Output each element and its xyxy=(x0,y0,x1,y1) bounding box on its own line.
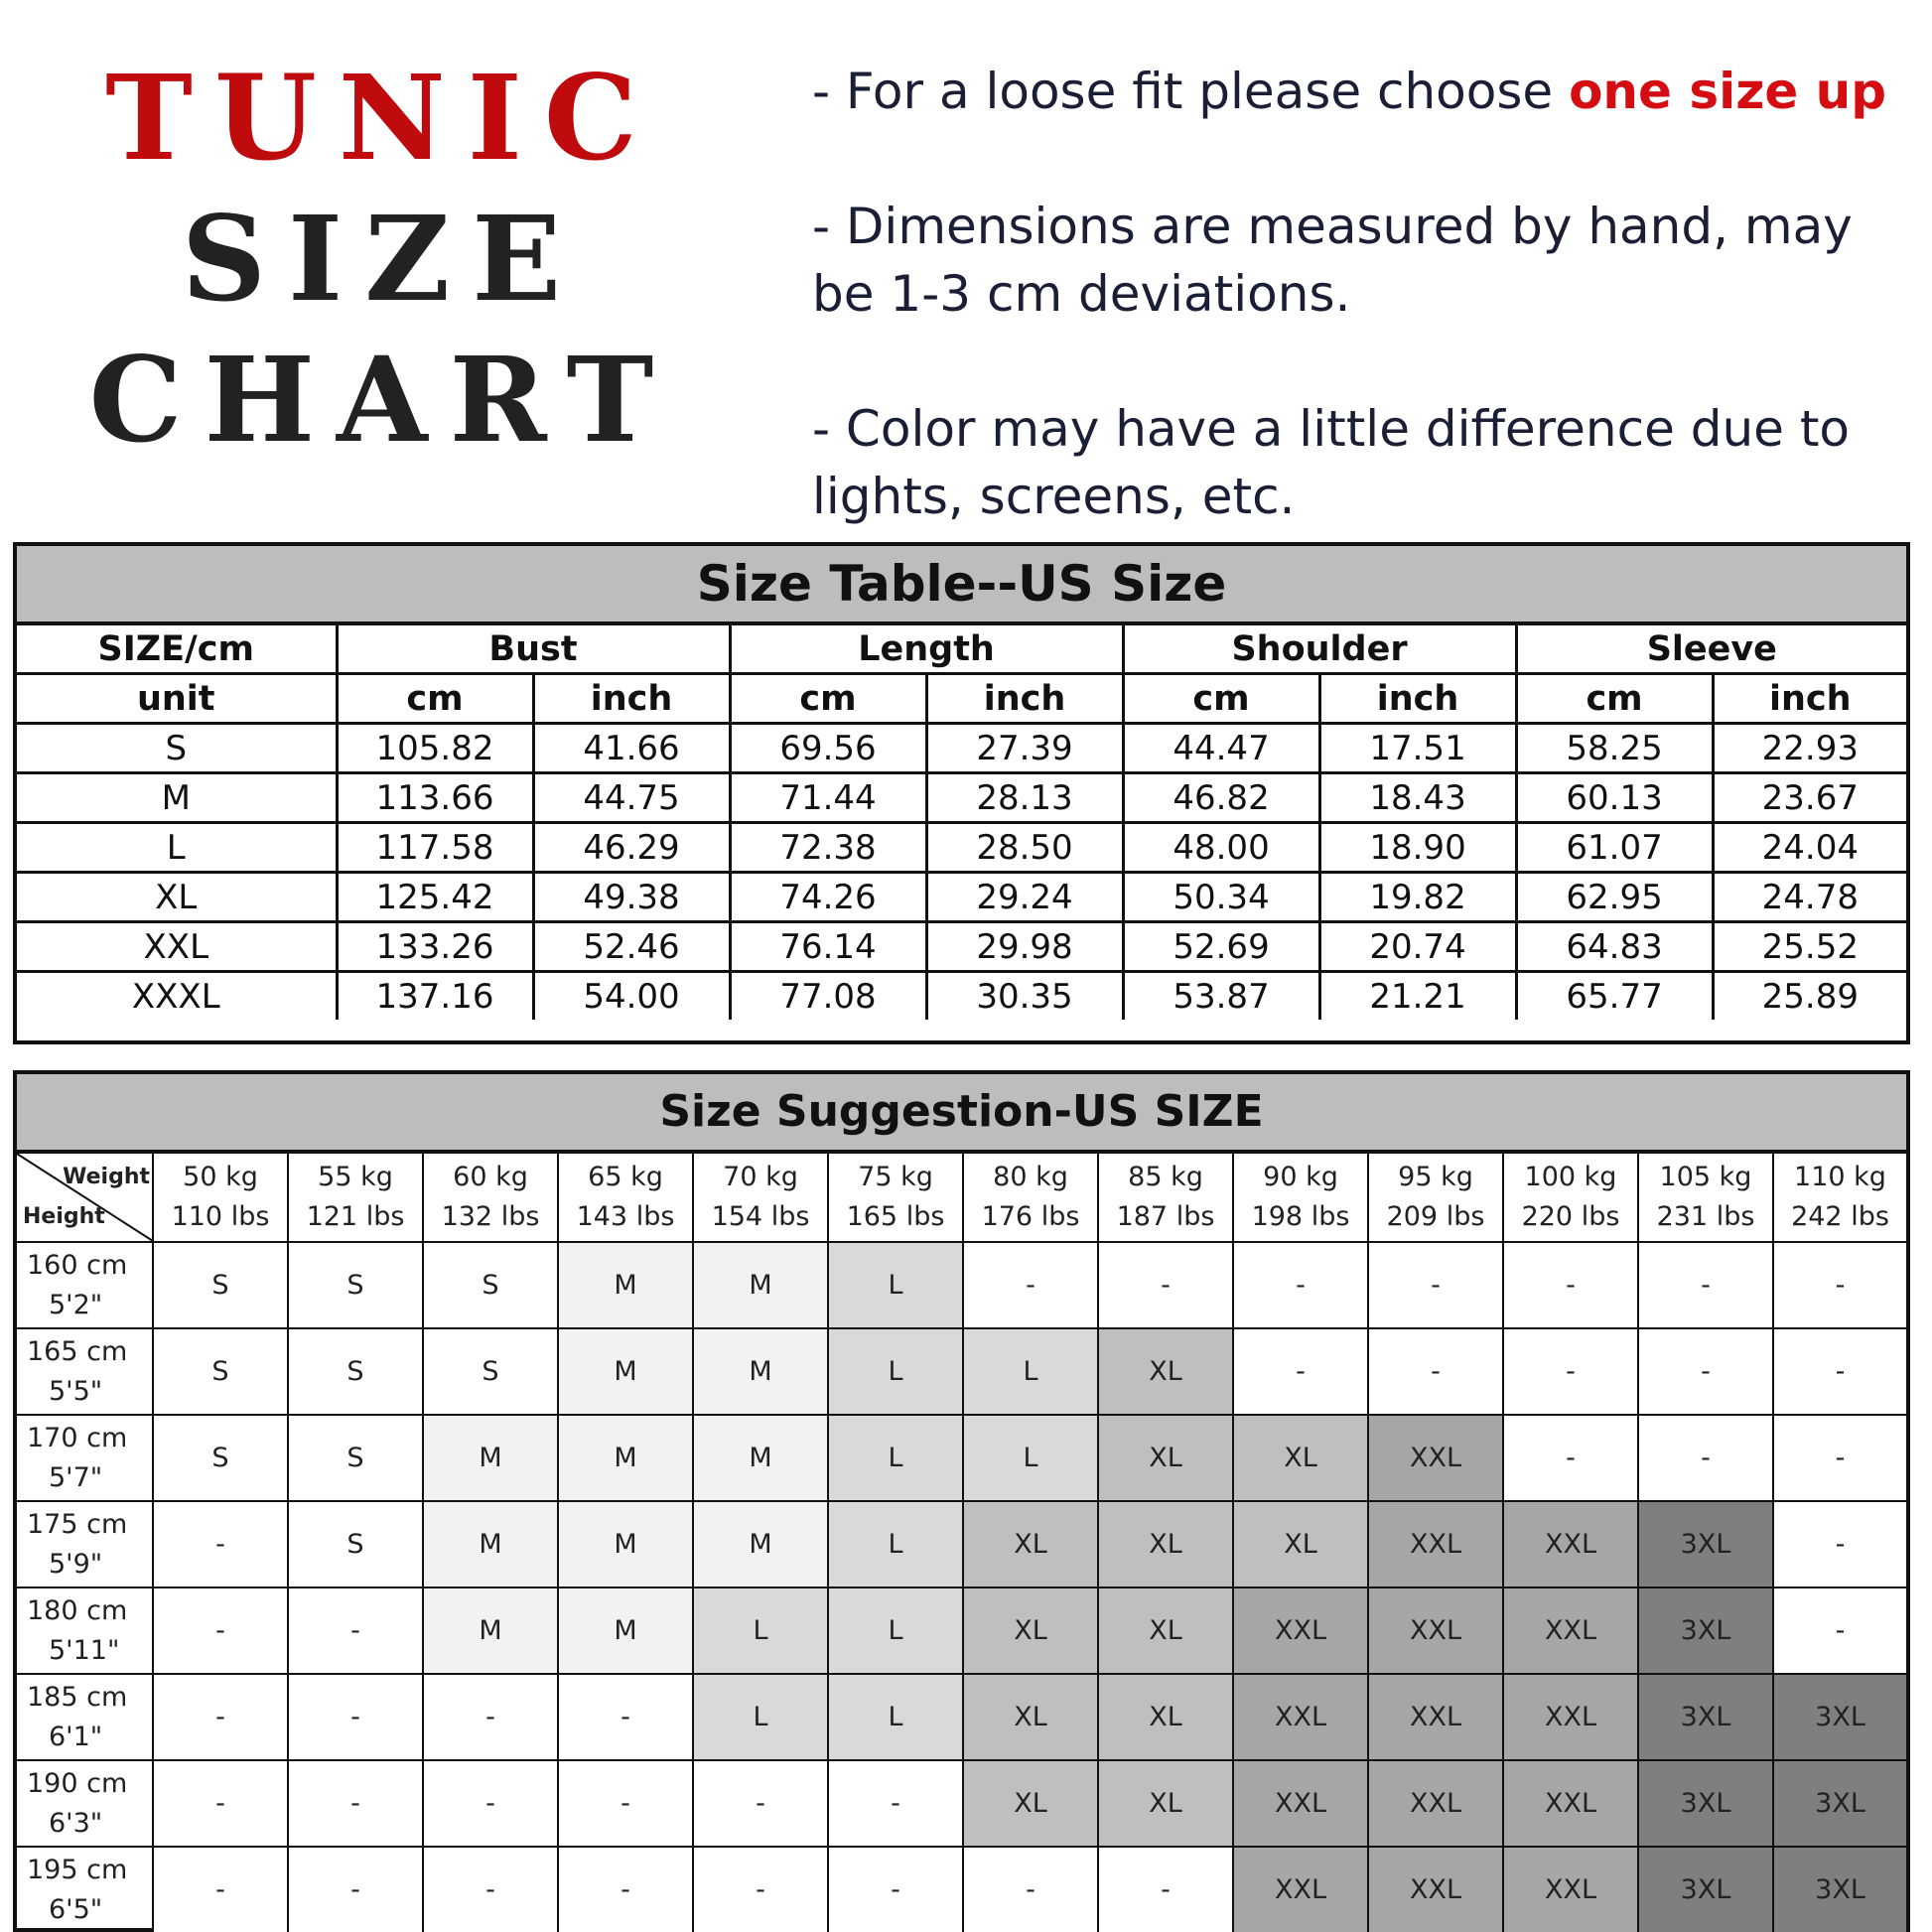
height-row xyxy=(17,1242,1906,1328)
size-table xyxy=(13,542,1910,1044)
measurement-cell: 48.00 xyxy=(1123,823,1319,873)
suggested-size-cell: XXL xyxy=(1233,1587,1368,1674)
weight-lbs: 154 lbs xyxy=(711,1201,810,1232)
height-row xyxy=(17,1328,1906,1415)
measurement-cell: 25.52 xyxy=(1713,922,1906,972)
suggested-size-cell: - xyxy=(1503,1415,1638,1501)
weight-header-cell xyxy=(1233,1154,1368,1242)
suggestion-grid xyxy=(17,1154,1906,1932)
measurement-cell: 69.56 xyxy=(730,724,926,773)
suggested-size-cell: XXL xyxy=(1233,1674,1368,1760)
note-color: - Color may have a little difference due to lights, screens, etc. xyxy=(812,400,1851,525)
group-header-row xyxy=(17,625,1906,674)
suggested-size-cell: - xyxy=(1098,1242,1233,1328)
suggested-size-cell: M xyxy=(693,1328,828,1415)
size-row xyxy=(17,724,1906,773)
height-header-cell xyxy=(17,1501,153,1587)
group-header-cell: SIZE/cm xyxy=(17,625,337,674)
unit-header-cell: cm xyxy=(1516,674,1713,724)
weight-kg: 70 kg xyxy=(723,1162,798,1192)
suggested-size-cell: S xyxy=(288,1242,423,1328)
suggested-size-cell: XL xyxy=(963,1760,1098,1847)
height-header-cell xyxy=(17,1415,153,1501)
suggested-size-cell: - xyxy=(1503,1242,1638,1328)
weight-header-cell xyxy=(1098,1154,1233,1242)
chart-title xyxy=(40,49,725,469)
measurement-cell: 27.39 xyxy=(926,724,1123,773)
suggested-size-cell: XL xyxy=(963,1674,1098,1760)
suggested-size-cell: - xyxy=(963,1847,1098,1932)
suggested-size-cell: - xyxy=(153,1501,288,1587)
size-table-grid xyxy=(17,625,1906,1020)
suggested-size-cell: S xyxy=(423,1242,558,1328)
suggested-size-cell: - xyxy=(423,1760,558,1847)
suggested-size-cell: - xyxy=(828,1847,963,1932)
note-dimensions: - Dimensions are measured by hand, may be 1-3 cm deviations. xyxy=(812,198,1853,323)
measurement-cell: 24.78 xyxy=(1713,873,1906,922)
measurement-cell: 49.38 xyxy=(533,873,730,922)
weight-header-cell xyxy=(558,1154,693,1242)
corner-weight-label: Weight xyxy=(63,1165,150,1189)
measurement-cell: 64.83 xyxy=(1516,922,1713,972)
measurement-cell: 20.74 xyxy=(1319,922,1516,972)
measurement-cell: 18.90 xyxy=(1319,823,1516,873)
size-label-cell: XXL xyxy=(17,922,337,972)
height-row xyxy=(17,1760,1906,1847)
suggested-size-cell: XXL xyxy=(1503,1674,1638,1760)
suggested-size-cell: - xyxy=(288,1587,423,1674)
height-ft: 6'3" xyxy=(49,1807,103,1839)
suggested-size-cell: M xyxy=(558,1587,693,1674)
height-header-cell xyxy=(17,1587,153,1674)
size-label-cell: XL xyxy=(17,873,337,922)
suggested-size-cell: 3XL xyxy=(1773,1760,1906,1847)
measurement-cell: 18.43 xyxy=(1319,773,1516,823)
suggested-size-cell: XXL xyxy=(1368,1587,1503,1674)
height-cm: 195 cm xyxy=(27,1854,128,1885)
measurement-cell: 46.29 xyxy=(533,823,730,873)
height-header-cell xyxy=(17,1328,153,1415)
group-header-cell: Sleeve xyxy=(1516,625,1906,674)
measurement-cell: 60.13 xyxy=(1516,773,1713,823)
size-table-title: Size Table--US Size xyxy=(17,546,1906,625)
measurement-cell: 76.14 xyxy=(730,922,926,972)
weight-kg: 80 kg xyxy=(993,1162,1068,1192)
suggested-size-cell: L xyxy=(693,1587,828,1674)
suggested-size-cell: 3XL xyxy=(1638,1760,1773,1847)
measurement-cell: 46.82 xyxy=(1123,773,1319,823)
suggested-size-cell: XL xyxy=(963,1501,1098,1587)
weight-lbs: 198 lbs xyxy=(1251,1201,1350,1232)
suggested-size-cell: - xyxy=(423,1847,558,1932)
measurement-cell: 113.66 xyxy=(337,773,533,823)
suggested-size-cell: M xyxy=(423,1415,558,1501)
suggested-size-cell: XL xyxy=(1233,1501,1368,1587)
note-loose-fit xyxy=(812,58,1914,125)
measurement-cell: 53.87 xyxy=(1123,972,1319,1021)
weight-kg: 90 kg xyxy=(1263,1162,1338,1192)
suggested-size-cell: 3XL xyxy=(1638,1847,1773,1932)
size-label-cell: S xyxy=(17,724,337,773)
measurement-cell: 137.16 xyxy=(337,972,533,1021)
height-row xyxy=(17,1501,1906,1587)
suggested-size-cell: - xyxy=(1098,1847,1233,1932)
measurement-cell: 22.93 xyxy=(1713,724,1906,773)
height-cm: 170 cm xyxy=(27,1422,128,1453)
height-ft: 5'11" xyxy=(49,1634,120,1666)
height-header-cell xyxy=(17,1760,153,1847)
note-text: - For a loose fit please choose xyxy=(812,63,1570,120)
suggested-size-cell: - xyxy=(1773,1242,1906,1328)
suggested-size-cell: M xyxy=(693,1242,828,1328)
height-cm: 165 cm xyxy=(27,1335,128,1367)
suggested-size-cell: L xyxy=(828,1415,963,1501)
measurement-cell: 71.44 xyxy=(730,773,926,823)
suggested-size-cell: M xyxy=(558,1242,693,1328)
weight-header-cell xyxy=(693,1154,828,1242)
suggested-size-cell: - xyxy=(1233,1242,1368,1328)
height-row xyxy=(17,1587,1906,1674)
height-ft: 5'7" xyxy=(49,1461,103,1493)
measurement-cell: 77.08 xyxy=(730,972,926,1021)
suggested-size-cell: S xyxy=(153,1242,288,1328)
height-cm: 190 cm xyxy=(27,1767,128,1799)
size-row xyxy=(17,823,1906,873)
suggested-size-cell: S xyxy=(288,1501,423,1587)
corner-height-label: Height xyxy=(23,1204,105,1229)
height-row xyxy=(17,1415,1906,1501)
suggested-size-cell: S xyxy=(423,1328,558,1415)
weight-kg: 85 kg xyxy=(1128,1162,1203,1192)
measurement-cell: 19.82 xyxy=(1319,873,1516,922)
suggested-size-cell: XXL xyxy=(1368,1415,1503,1501)
weight-header-cell xyxy=(423,1154,558,1242)
suggested-size-cell: - xyxy=(288,1760,423,1847)
measurement-cell: 72.38 xyxy=(730,823,926,873)
weight-lbs: 143 lbs xyxy=(576,1201,675,1232)
measurement-cell: 50.34 xyxy=(1123,873,1319,922)
size-label-cell: L xyxy=(17,823,337,873)
suggested-size-cell: S xyxy=(288,1328,423,1415)
suggested-size-cell: XXL xyxy=(1368,1760,1503,1847)
weight-kg: 65 kg xyxy=(588,1162,663,1192)
measurement-cell: 28.13 xyxy=(926,773,1123,823)
measurement-cell: 117.58 xyxy=(337,823,533,873)
weight-kg: 95 kg xyxy=(1398,1162,1473,1192)
size-row xyxy=(17,972,1906,1021)
group-header-cell: Bust xyxy=(337,625,730,674)
suggested-size-cell: XXL xyxy=(1503,1760,1638,1847)
suggested-size-cell: XL xyxy=(963,1587,1098,1674)
suggested-size-cell: - xyxy=(1503,1328,1638,1415)
height-ft: 6'1" xyxy=(49,1721,103,1752)
weight-kg: 110 kg xyxy=(1794,1162,1886,1192)
measurement-cell: 54.00 xyxy=(533,972,730,1021)
suggested-size-cell: XXL xyxy=(1503,1501,1638,1587)
weight-lbs: 187 lbs xyxy=(1116,1201,1215,1232)
suggested-size-cell: - xyxy=(1638,1328,1773,1415)
measurement-cell: 52.69 xyxy=(1123,922,1319,972)
suggested-size-cell: - xyxy=(423,1674,558,1760)
weight-header-cell xyxy=(1368,1154,1503,1242)
suggested-size-cell: S xyxy=(288,1415,423,1501)
unit-header-cell: cm xyxy=(1123,674,1319,724)
suggested-size-cell: M xyxy=(423,1587,558,1674)
weight-lbs: 110 lbs xyxy=(171,1201,270,1232)
suggested-size-cell: XXL xyxy=(1368,1847,1503,1932)
size-row xyxy=(17,922,1906,972)
height-row xyxy=(17,1674,1906,1760)
measurement-cell: 25.89 xyxy=(1713,972,1906,1021)
suggested-size-cell: 3XL xyxy=(1638,1501,1773,1587)
suggested-size-cell: - xyxy=(288,1674,423,1760)
weight-lbs: 132 lbs xyxy=(441,1201,540,1232)
unit-header-cell: unit xyxy=(17,674,337,724)
suggested-size-cell: XXL xyxy=(1503,1847,1638,1932)
unit-header-cell: inch xyxy=(1713,674,1906,724)
suggested-size-cell: XL xyxy=(1233,1415,1368,1501)
suggestion-table-title: Size Suggestion-US SIZE xyxy=(17,1074,1906,1154)
height-ft: 5'2" xyxy=(49,1289,103,1320)
title-line-size: SIZE xyxy=(181,190,584,328)
suggested-size-cell: - xyxy=(963,1242,1098,1328)
height-ft: 5'9" xyxy=(49,1548,103,1580)
suggested-size-cell: - xyxy=(828,1760,963,1847)
suggested-size-cell: - xyxy=(693,1760,828,1847)
suggested-size-cell: XL xyxy=(1098,1415,1233,1501)
weight-height-corner xyxy=(17,1154,153,1242)
suggested-size-cell: - xyxy=(1368,1242,1503,1328)
measurement-cell: 29.98 xyxy=(926,922,1123,972)
measurement-cell: 41.66 xyxy=(533,724,730,773)
suggested-size-cell: - xyxy=(1368,1328,1503,1415)
weight-lbs: 220 lbs xyxy=(1521,1201,1620,1232)
title-line-chart: CHART xyxy=(88,331,676,469)
weight-lbs: 242 lbs xyxy=(1791,1201,1889,1232)
weight-header-cell xyxy=(828,1154,963,1242)
suggested-size-cell: L xyxy=(963,1415,1098,1501)
measurement-cell: 61.07 xyxy=(1516,823,1713,873)
suggested-size-cell: - xyxy=(1773,1501,1906,1587)
suggested-size-cell: XXL xyxy=(1233,1847,1368,1932)
size-label-cell: M xyxy=(17,773,337,823)
weight-kg: 100 kg xyxy=(1524,1162,1617,1192)
weight-header-row xyxy=(17,1154,1906,1242)
weight-header-cell xyxy=(153,1154,288,1242)
weight-kg: 55 kg xyxy=(318,1162,393,1192)
measurement-cell: 52.46 xyxy=(533,922,730,972)
weight-lbs: 231 lbs xyxy=(1656,1201,1755,1232)
weight-header-cell xyxy=(1503,1154,1638,1242)
group-header-cell: Shoulder xyxy=(1123,625,1516,674)
weight-kg: 75 kg xyxy=(858,1162,933,1192)
suggested-size-cell: 3XL xyxy=(1638,1587,1773,1674)
suggested-size-cell: M xyxy=(558,1328,693,1415)
suggested-size-cell: XL xyxy=(1098,1587,1233,1674)
group-header-cell: Length xyxy=(730,625,1123,674)
suggested-size-cell: - xyxy=(558,1760,693,1847)
title-line-tunic: TUNIC xyxy=(105,49,659,187)
height-cm: 160 cm xyxy=(27,1249,128,1281)
measurement-cell: 17.51 xyxy=(1319,724,1516,773)
measurement-cell: 74.26 xyxy=(730,873,926,922)
weight-header-cell xyxy=(963,1154,1098,1242)
suggested-size-cell: XXL xyxy=(1233,1760,1368,1847)
measurement-cell: 65.77 xyxy=(1516,972,1713,1021)
suggested-size-cell: L xyxy=(693,1674,828,1760)
height-cm: 180 cm xyxy=(27,1594,128,1626)
suggested-size-cell: XL xyxy=(1098,1760,1233,1847)
note-highlight: one size up xyxy=(1569,63,1887,120)
weight-header-cell xyxy=(1638,1154,1773,1242)
suggested-size-cell: - xyxy=(1773,1415,1906,1501)
suggested-size-cell: 3XL xyxy=(1773,1847,1906,1932)
suggested-size-cell: - xyxy=(153,1760,288,1847)
suggested-size-cell: XL xyxy=(1098,1501,1233,1587)
suggested-size-cell: 3XL xyxy=(1638,1674,1773,1760)
suggested-size-cell: L xyxy=(828,1501,963,1587)
notes xyxy=(812,58,1914,530)
suggested-size-cell: - xyxy=(1638,1242,1773,1328)
suggested-size-cell: - xyxy=(1773,1587,1906,1674)
measurement-cell: 29.24 xyxy=(926,873,1123,922)
height-header-cell xyxy=(17,1242,153,1328)
unit-header-cell: inch xyxy=(533,674,730,724)
measurement-cell: 133.26 xyxy=(337,922,533,972)
size-row xyxy=(17,773,1906,823)
weight-lbs: 209 lbs xyxy=(1386,1201,1485,1232)
height-cm: 185 cm xyxy=(27,1681,128,1713)
suggested-size-cell: - xyxy=(693,1847,828,1932)
height-header-cell xyxy=(17,1847,153,1932)
suggested-size-cell: L xyxy=(963,1328,1098,1415)
suggested-size-cell: S xyxy=(153,1328,288,1415)
measurement-cell: 28.50 xyxy=(926,823,1123,873)
measurement-cell: 125.42 xyxy=(337,873,533,922)
suggested-size-cell: - xyxy=(153,1587,288,1674)
unit-header-cell: inch xyxy=(1319,674,1516,724)
suggested-size-cell: - xyxy=(558,1674,693,1760)
weight-kg: 60 kg xyxy=(453,1162,528,1192)
suggested-size-cell: - xyxy=(153,1674,288,1760)
unit-header-cell: inch xyxy=(926,674,1123,724)
suggested-size-cell: L xyxy=(828,1328,963,1415)
weight-lbs: 176 lbs xyxy=(981,1201,1080,1232)
suggested-size-cell: - xyxy=(153,1847,288,1932)
measurement-cell: 30.35 xyxy=(926,972,1123,1021)
suggested-size-cell: XXL xyxy=(1503,1587,1638,1674)
weight-kg: 105 kg xyxy=(1659,1162,1752,1192)
height-cm: 175 cm xyxy=(27,1508,128,1540)
suggested-size-cell: L xyxy=(828,1587,963,1674)
measurement-cell: 62.95 xyxy=(1516,873,1713,922)
suggested-size-cell: XL xyxy=(1098,1328,1233,1415)
unit-header-cell: cm xyxy=(337,674,533,724)
measurement-cell: 58.25 xyxy=(1516,724,1713,773)
suggested-size-cell: M xyxy=(558,1415,693,1501)
suggested-size-cell: - xyxy=(1233,1328,1368,1415)
suggested-size-cell: XL xyxy=(1098,1674,1233,1760)
unit-header-cell: cm xyxy=(730,674,926,724)
height-header-cell xyxy=(17,1674,153,1760)
weight-lbs: 121 lbs xyxy=(306,1201,405,1232)
suggested-size-cell: M xyxy=(423,1501,558,1587)
size-label-cell: XXXL xyxy=(17,972,337,1021)
unit-header-row xyxy=(17,674,1906,724)
measurement-cell: 44.47 xyxy=(1123,724,1319,773)
height-ft: 5'5" xyxy=(49,1375,103,1407)
suggested-size-cell: M xyxy=(558,1501,693,1587)
suggested-size-cell: S xyxy=(153,1415,288,1501)
weight-kg: 50 kg xyxy=(183,1162,258,1192)
weight-header-cell xyxy=(1773,1154,1906,1242)
suggested-size-cell: - xyxy=(558,1847,693,1932)
suggested-size-cell: XXL xyxy=(1368,1501,1503,1587)
suggested-size-cell: M xyxy=(693,1501,828,1587)
measurement-cell: 24.04 xyxy=(1713,823,1906,873)
weight-header-cell xyxy=(288,1154,423,1242)
measurement-cell: 44.75 xyxy=(533,773,730,823)
height-ft: 6'5" xyxy=(49,1893,103,1925)
size-row xyxy=(17,873,1906,922)
suggested-size-cell: - xyxy=(1638,1415,1773,1501)
weight-lbs: 165 lbs xyxy=(846,1201,945,1232)
suggested-size-cell: L xyxy=(828,1242,963,1328)
size-suggestion-table xyxy=(13,1070,1910,1932)
measurement-cell: 21.21 xyxy=(1319,972,1516,1021)
measurement-cell: 105.82 xyxy=(337,724,533,773)
suggested-size-cell: - xyxy=(288,1847,423,1932)
suggested-size-cell: L xyxy=(828,1674,963,1760)
suggested-size-cell: 3XL xyxy=(1773,1674,1906,1760)
height-row xyxy=(17,1847,1906,1932)
suggested-size-cell: XXL xyxy=(1368,1674,1503,1760)
suggested-size-cell: - xyxy=(1773,1328,1906,1415)
measurement-cell: 23.67 xyxy=(1713,773,1906,823)
suggested-size-cell: M xyxy=(693,1415,828,1501)
